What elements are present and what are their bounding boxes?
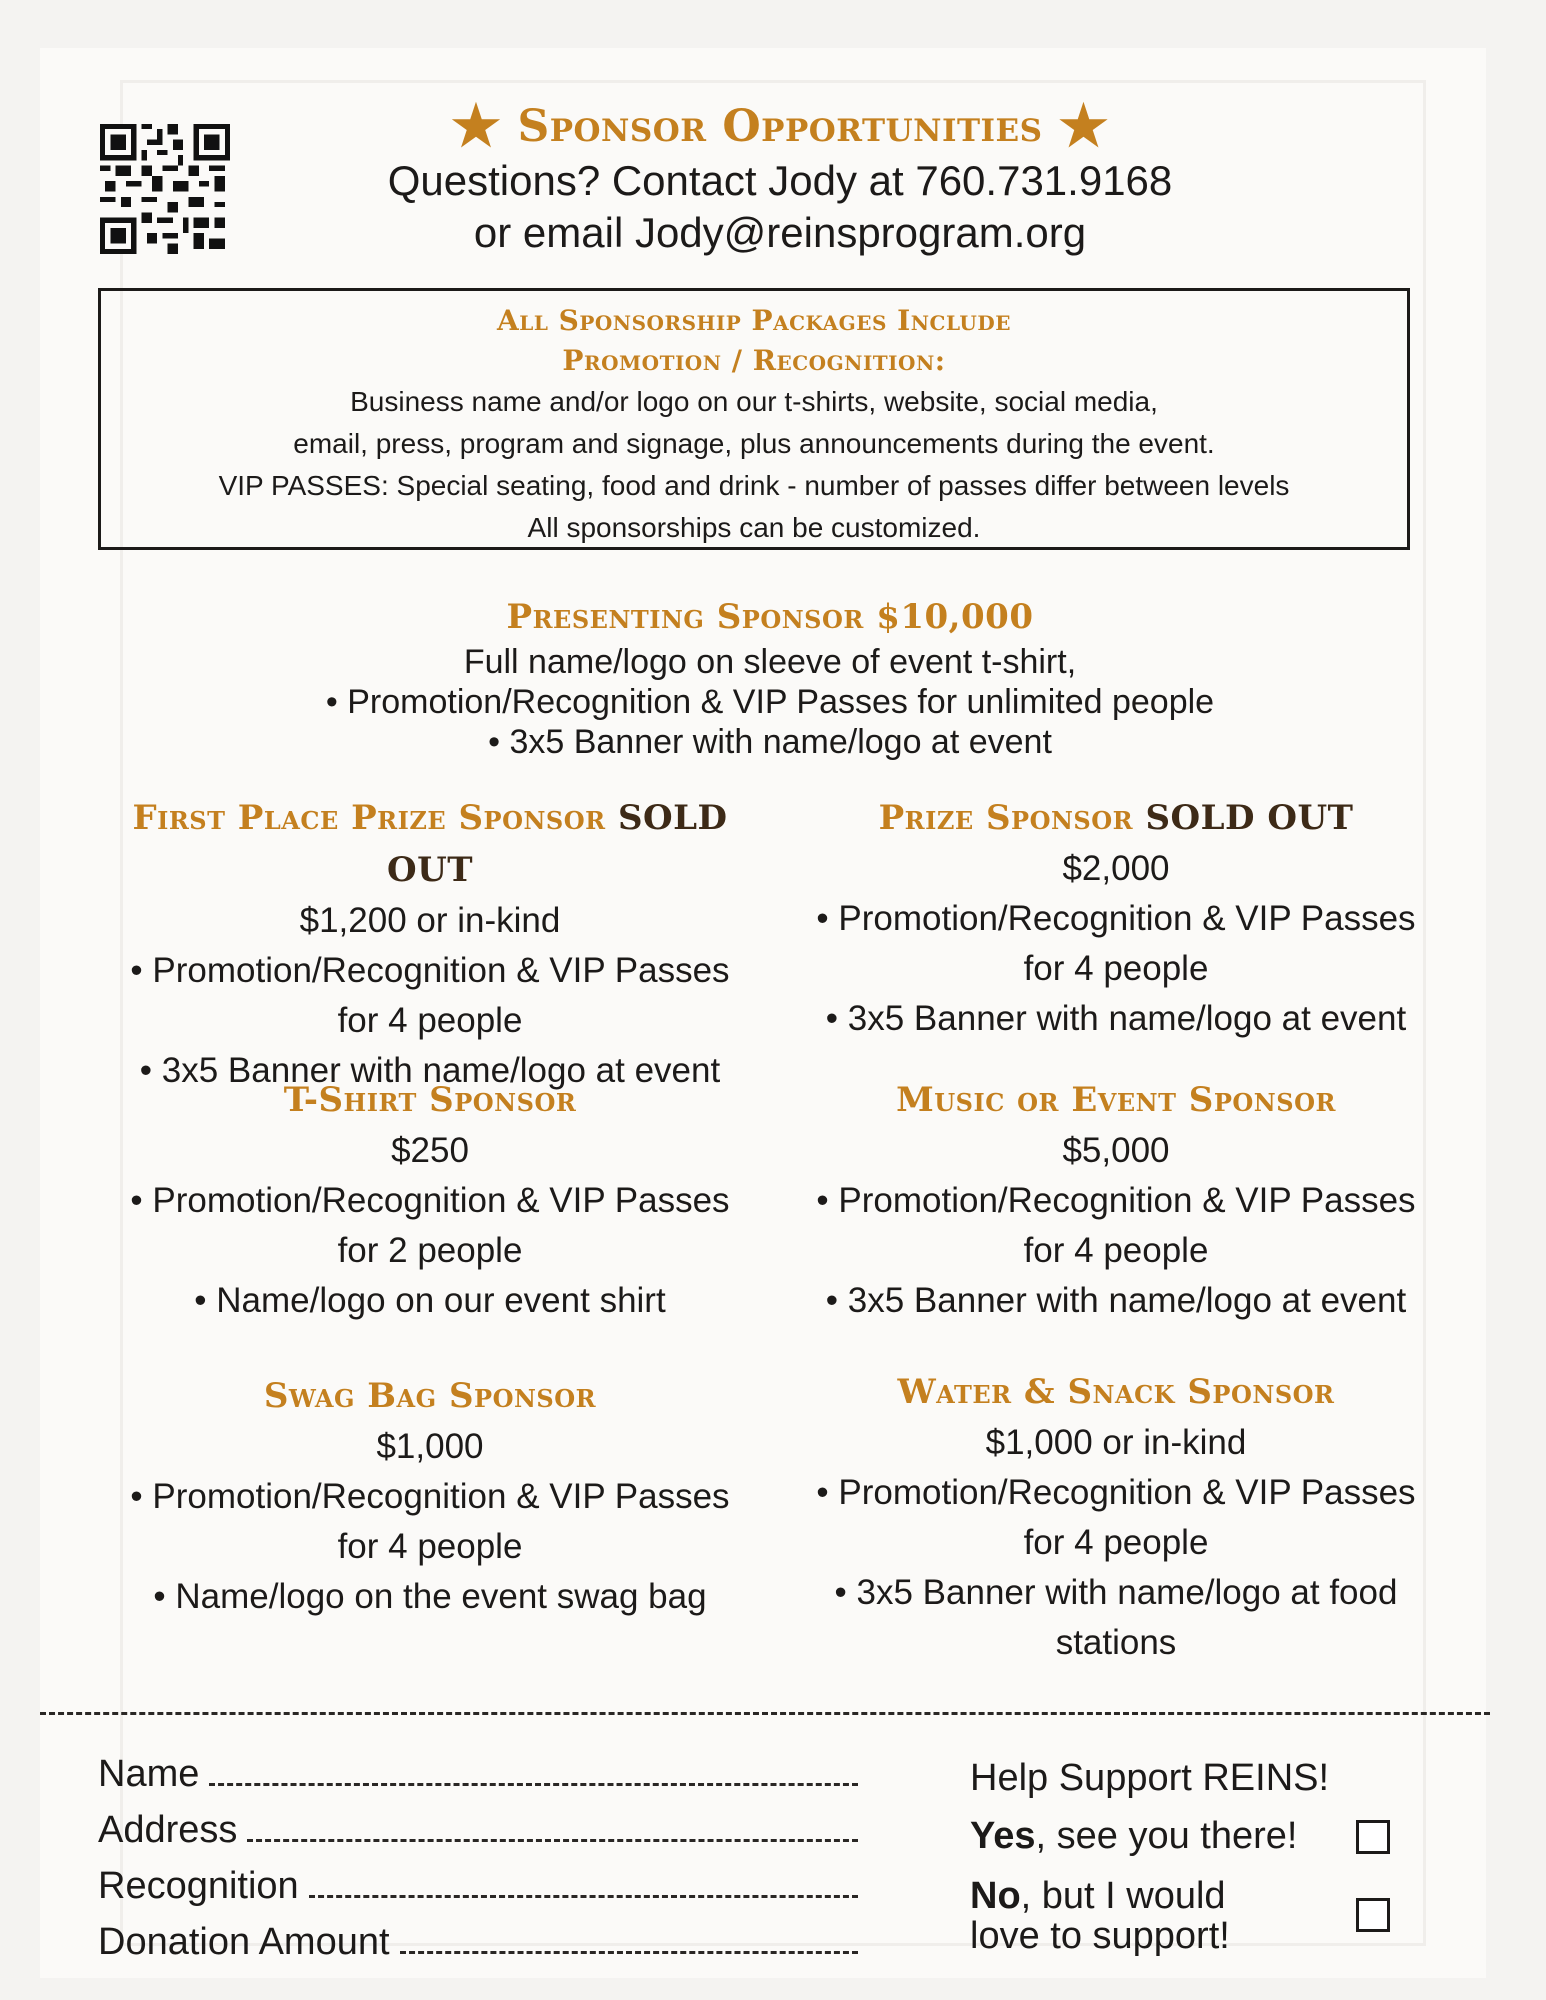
yes-bold: Yes	[970, 1815, 1036, 1857]
yes-option	[970, 1816, 1390, 1862]
support-title: Help Support REINS!	[970, 1757, 1330, 1799]
sponsor-line: • 3x5 Banner with name/logo at event	[825, 1281, 1407, 1320]
no-bold: No	[970, 1875, 1021, 1917]
sponsor-title	[90, 792, 770, 896]
form-row-name	[98, 1740, 858, 1796]
recognition-field[interactable]	[309, 1875, 858, 1898]
sponsor-line: for 4 people	[1023, 1523, 1209, 1562]
sold-out-badge: SOLD OUT	[1145, 798, 1354, 838]
sponsor-prize	[776, 792, 1456, 1044]
flyer-header	[300, 93, 1260, 259]
sponsor-title: Music or Event Sponsor	[896, 1080, 1336, 1120]
sponsor-line: for 2 people	[337, 1231, 523, 1270]
sponsor-title: Swag Bag Sponsor	[263, 1376, 597, 1416]
contact-email: or email Jody@reinsprogram.org	[473, 209, 1087, 256]
sponsor-t-shirt	[90, 1074, 770, 1326]
sponsor-title: T-Shirt Sponsor	[283, 1080, 577, 1120]
form-row-recognition	[98, 1852, 858, 1908]
sponsor-line: • 3x5 Banner with name/logo at event	[139, 1051, 721, 1090]
form-row-address	[98, 1796, 858, 1852]
sponsor-line: • Promotion/Recognition & VIP Passes	[816, 899, 1416, 938]
star-icon: ★	[1058, 93, 1110, 159]
presenting-line: • 3x5 Banner with name/logo at event	[488, 723, 1052, 761]
sponsor-line: • Promotion/Recognition & VIP Passes	[130, 1477, 730, 1516]
sponsor-line: for 4 people	[337, 1527, 523, 1566]
sponsor-form	[98, 1740, 858, 1964]
packages-line: Business name and/or logo on our t-shirts, website, social media,	[350, 386, 1158, 417]
sponsor-line: • Promotion/Recognition & VIP Passes	[130, 1181, 730, 1220]
presenting-line: • Promotion/Recognition & VIP Passes for unlimited people	[325, 683, 1215, 721]
sponsor-line: • Promotion/Recognition & VIP Passes	[130, 951, 730, 990]
donation-amount-field[interactable]	[400, 1931, 858, 1954]
no-checkbox[interactable]	[1356, 1898, 1390, 1932]
sponsor-line: • Promotion/Recognition & VIP Passes	[816, 1181, 1416, 1220]
yes-text: , see you there!	[1035, 1815, 1298, 1857]
sponsor-line: stations	[1055, 1623, 1177, 1662]
packages-line: All sponsorships can be customized.	[527, 512, 981, 543]
donation-amount-label: Donation Amount	[98, 1921, 390, 1963]
sponsor-price: $1,000	[376, 1427, 484, 1466]
sponsor-line: • 3x5 Banner with name/logo at event	[825, 999, 1407, 1038]
form-row-donation	[98, 1908, 858, 1964]
sponsor-price: $5,000	[1062, 1131, 1170, 1170]
yes-checkbox[interactable]	[1356, 1820, 1390, 1854]
packages-heading: All Sponsorship Packages Include	[497, 304, 1011, 337]
title-text: Sponsor Opportunities	[517, 101, 1043, 152]
sponsor-music-or-event	[776, 1074, 1456, 1326]
address-label: Address	[98, 1809, 238, 1851]
sold-out-badge: SOLD OUT	[386, 798, 728, 890]
sponsor-price: $2,000	[1062, 849, 1170, 888]
contact-phone: Questions? Contact Jody at 760.731.9168	[387, 157, 1173, 204]
sponsor-price: $1,200 or in-kind	[299, 901, 561, 940]
no-text-line2: love to support!	[970, 1915, 1230, 1957]
presenting-title: Presenting Sponsor $10,000	[506, 597, 1034, 637]
no-text: , but I would	[1020, 1875, 1226, 1917]
recognition-label: Recognition	[98, 1865, 299, 1907]
sponsor-name: Prize Sponsor	[878, 798, 1134, 838]
no-option	[970, 1876, 1390, 1956]
cut-line-divider	[40, 1712, 1490, 1715]
qr-code-icon	[100, 124, 230, 254]
address-field[interactable]	[247, 1819, 858, 1842]
presenting-sponsor	[200, 592, 1340, 762]
sponsor-title: Water & Snack Sponsor	[897, 1372, 1335, 1412]
presenting-line: Full name/logo on sleeve of event t-shirt,	[463, 643, 1077, 681]
packages-subheading: Promotion / Recognition:	[562, 344, 946, 377]
page-title	[300, 93, 1260, 159]
sponsor-line: • Promotion/Recognition & VIP Passes	[816, 1473, 1416, 1512]
sponsor-line: for 4 people	[1023, 1231, 1209, 1270]
support-section	[970, 1748, 1390, 1970]
sponsor-water-and-snack	[776, 1366, 1456, 1668]
sponsor-line: • 3x5 Banner with name/logo at food	[834, 1573, 1398, 1612]
sponsor-price: $250	[391, 1131, 469, 1170]
name-label: Name	[98, 1753, 200, 1795]
name-field[interactable]	[209, 1763, 858, 1786]
sponsor-name: First Place Prize Sponsor	[132, 798, 606, 838]
star-icon: ★	[450, 93, 502, 159]
packages-box	[98, 288, 1410, 550]
sponsor-line: • Name/logo on our event shirt	[194, 1281, 666, 1320]
sponsor-line: for 4 people	[1023, 949, 1209, 988]
sponsor-line: • Name/logo on the event swag bag	[153, 1577, 707, 1616]
sponsor-line: for 4 people	[337, 1001, 523, 1040]
sponsor-swag-bag	[90, 1370, 770, 1622]
packages-line: email, press, program and signage, plus announcements during the event.	[293, 428, 1215, 459]
sponsor-first-place-prize	[90, 792, 770, 1096]
sponsor-price: $1,000 or in-kind	[985, 1423, 1247, 1462]
sponsor-title	[776, 792, 1456, 844]
packages-line: VIP PASSES: Special seating, food and drink - number of passes differ between levels	[218, 470, 1290, 501]
